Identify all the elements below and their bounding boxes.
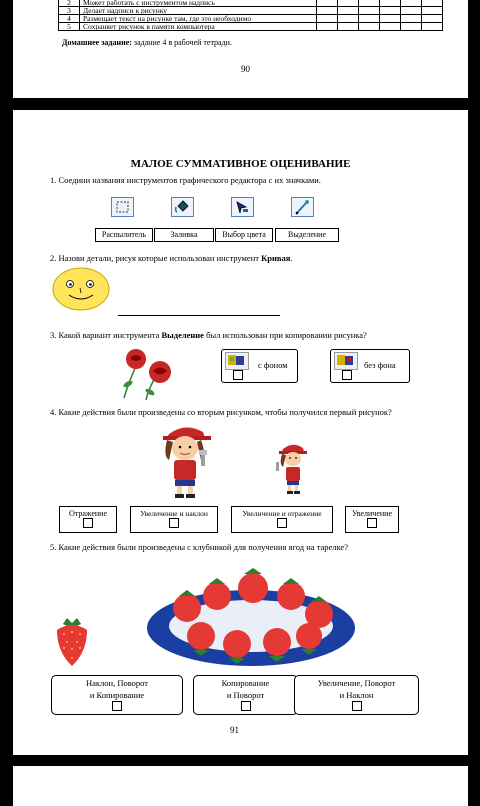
homework-label: Домашнее задание: — [62, 38, 132, 47]
option-copy-rotate[interactable] — [193, 675, 298, 715]
selection-without-background-icon — [334, 352, 358, 370]
table-row — [59, 23, 443, 31]
assessment-page — [13, 110, 468, 755]
option-enlarge-rotate-skew[interactable] — [294, 675, 419, 715]
checkbox[interactable] — [112, 701, 122, 711]
checkbox[interactable] — [352, 701, 362, 711]
roses-picture — [118, 346, 184, 401]
row-text: Размещает текст на рисунке там, где это необходимо — [80, 15, 317, 23]
question-1-text: 1. Соедини названия инструментов графического редактора с их значками. — [50, 175, 321, 185]
option-line2: и Наклон — [339, 690, 374, 700]
option-label: Увеличение — [351, 509, 392, 518]
select-rect-icon — [111, 197, 134, 217]
option-line1: Копирование — [221, 678, 270, 688]
option-line1: Увеличение, Поворот — [317, 678, 396, 688]
girl-large-picture — [155, 420, 219, 500]
row-number: 2 — [59, 0, 80, 7]
homework-text: задание 4 в рабочей тетради. — [131, 38, 232, 47]
option-enlarge-and-reflect[interactable] — [231, 506, 333, 533]
checkbox[interactable] — [169, 518, 179, 528]
option-line2: и Поворот — [226, 690, 265, 700]
option-without-background[interactable] — [330, 349, 410, 383]
option-skew-rotate-copy[interactable] — [51, 675, 183, 715]
label-color-picker[interactable]: Выбор цвета — [215, 228, 273, 242]
paint-bucket-icon — [171, 197, 194, 217]
smiley-drawing — [51, 266, 111, 312]
strawberry-picture — [51, 616, 93, 670]
option-label: Увеличение и отражение — [242, 509, 322, 518]
label-fill[interactable]: Заливка — [154, 228, 214, 242]
option-with-background[interactable] — [221, 349, 298, 383]
option-line2: и Копирование — [89, 690, 145, 700]
question-4-text: 4. Какие действия были произведены со вторым рисунком, чтобы получился первый рисунок? — [50, 407, 392, 417]
girl-small-picture — [275, 440, 311, 498]
option-line1: Наклон, Поворот — [85, 678, 149, 688]
checkbox[interactable] — [277, 518, 287, 528]
page-title: МАЛОЕ СУММАТИВНОЕ ОЦЕНИВАНИЕ — [130, 158, 351, 170]
color-picker-icon — [231, 197, 254, 217]
homework-line — [62, 38, 232, 47]
option-label: Отражение — [68, 509, 107, 518]
checkbox[interactable] — [342, 370, 352, 380]
option-enlarge-and-skew[interactable] — [130, 506, 218, 533]
answer-line[interactable] — [118, 315, 280, 316]
question-2-text: 2. Назови детали, рисуя которые использован инструмент Кривая. — [50, 253, 293, 263]
airbrush-icon — [291, 197, 314, 217]
checkbox[interactable] — [83, 518, 93, 528]
page-number: 90 — [241, 64, 250, 74]
row-text: Может работать с инструментом надпись — [80, 0, 317, 7]
option-with-background-label: с фоном — [258, 360, 288, 370]
option-reflection[interactable] — [59, 506, 117, 533]
checkbox[interactable] — [233, 370, 243, 380]
plate-with-strawberries — [145, 560, 357, 670]
page-number: 91 — [230, 725, 239, 735]
option-label: Увеличение и наклон — [140, 509, 208, 518]
row-text: Делает надписи к рисунку — [80, 7, 317, 15]
question-5-text: 5. Какие действия были произведены с клубникой для получения ягод на тарелке? — [50, 542, 348, 552]
next-page — [13, 766, 468, 806]
label-airbrush[interactable]: Распылитель — [95, 228, 153, 242]
checkbox[interactable] — [367, 518, 377, 528]
checkbox[interactable] — [241, 701, 251, 711]
question-3-text: 3. Какой вариант инструмента Выделение был использован при копировании рисунка? — [50, 330, 367, 340]
previous-page — [13, 0, 468, 98]
row-number: 4 — [59, 15, 80, 23]
label-selection[interactable]: Выделение — [275, 228, 339, 242]
option-enlarge[interactable] — [345, 506, 399, 533]
option-without-background-label: без фона — [364, 360, 396, 370]
row-text: Сохраняет рисунок в памяти компьютера — [80, 23, 317, 31]
row-number: 5 — [59, 23, 80, 31]
selection-with-background-icon — [225, 352, 249, 370]
criteria-table — [58, 0, 443, 31]
row-number: 3 — [59, 7, 80, 15]
